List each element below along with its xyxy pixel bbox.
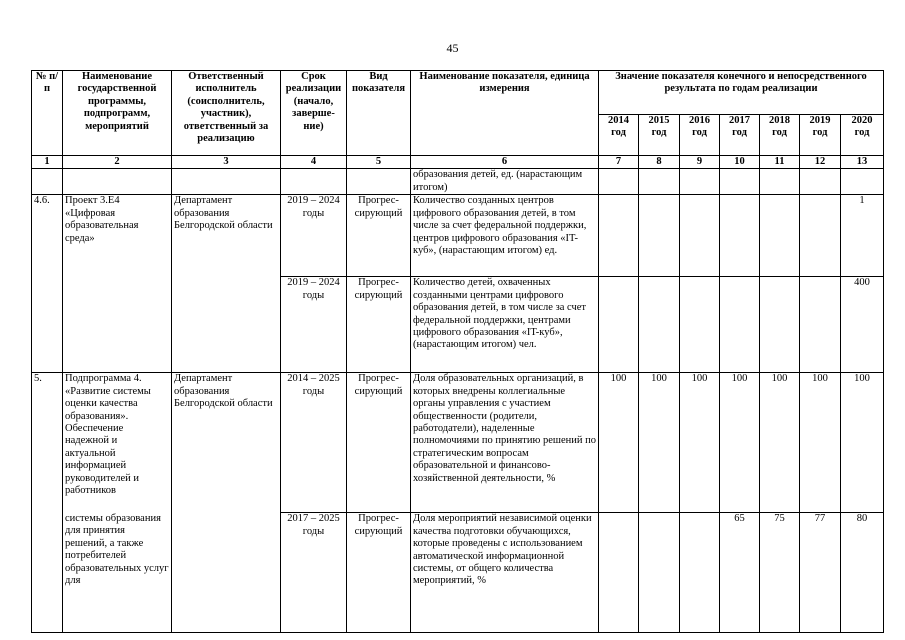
column-number: 11 [760, 156, 800, 169]
value [639, 513, 680, 633]
value: 100 [760, 373, 800, 513]
value: 100 [720, 373, 760, 513]
indicator-name: Доля мероприятий независимой оценки качества подготовки обучающихся, которые проведены с использованием автоматической информационной системы, от общего количества мероприятий, % [411, 513, 599, 633]
program-name-continued: системы образования для принятия решений, а также потребителей образовательных услуг для [63, 513, 172, 633]
row-number: 4.6. [32, 195, 63, 373]
page-number: 45 [446, 41, 459, 55]
table-row [32, 169, 884, 195]
column-number: 10 [720, 156, 760, 169]
column-number: 5 [347, 156, 411, 169]
value: 100 [680, 373, 720, 513]
indicator-name: Доля образовательных организаций, в которых внедрены коллегиальные органы управления с участием общественности (родители, работодатели), наделенные полномочиями по принятию решений по стратегическим вопросам образовательной и финансово-хозяйственной деятельности, % [411, 373, 599, 513]
program-name: Проект 3.Е4 «Цифровая образовательная среда» [63, 195, 172, 373]
term: 2019 – 2024 годы [281, 277, 347, 373]
header-indicator-type: Вид показателя [347, 71, 411, 156]
header-name: Наименование государственной программы, подпрограмм, мероприятий [63, 71, 172, 156]
value: 77 [800, 513, 841, 633]
term: 2019 – 2024 годы [281, 195, 347, 277]
responsible: Департамент образования Белгородской области [172, 195, 281, 373]
row-number: 5. [32, 373, 63, 633]
value: 100 [800, 373, 841, 513]
header-indicator-name: Наименование показателя, единица измерения [411, 71, 599, 156]
header-year: 2018 год [760, 115, 800, 156]
table-row [32, 513, 884, 633]
indicator-type: Прогрес- сирующий [347, 277, 411, 373]
header-year: 2020 год [841, 115, 884, 156]
table-row [32, 195, 884, 277]
value: 100 [639, 373, 680, 513]
responsible: Департамент образования Белгородской области [172, 373, 281, 633]
column-number: 9 [680, 156, 720, 169]
column-number: 3 [172, 156, 281, 169]
term: 2014 – 2025 годы [281, 373, 347, 513]
column-numbers-row [32, 156, 884, 169]
value-2020: 1 [841, 195, 884, 277]
value [599, 513, 639, 633]
value: 100 [599, 373, 639, 513]
value [680, 513, 720, 633]
value: 65 [720, 513, 760, 633]
header-num: № п/п [32, 71, 63, 156]
indicator-name: Количество детей, охваченных созданными центрами цифрового образования детей, в том числе за счет федеральной поддержки, центрами цифрового образования «IT-куб», (нарастающим итогом) чел. [411, 277, 599, 373]
header-values-group: Значение показателя конечного и непосредственного результата по годам реализации [599, 71, 884, 115]
column-number: 6 [411, 156, 599, 169]
indicator-name: Количество созданных центров цифрового образования детей, в том числе за счет федеральной поддержки, центров цифрового образования «IT-куб», (нарастающим итогом) ед. [411, 195, 599, 277]
header-year: 2016 год [680, 115, 720, 156]
column-number: 13 [841, 156, 884, 169]
indicator-name: образования детей, ед. (нарастающим итогом) [411, 169, 599, 195]
value: 100 [841, 373, 884, 513]
table-row [32, 373, 884, 513]
indicator-type: Прогрес- сирующий [347, 513, 411, 633]
indicator-type: Прогрес- сирующий [347, 373, 411, 513]
header-year: 2017 год [720, 115, 760, 156]
column-number: 8 [639, 156, 680, 169]
value: 80 [841, 513, 884, 633]
column-number: 12 [800, 156, 841, 169]
column-number: 1 [32, 156, 63, 169]
program-name: Подпрограмма 4. «Развитие системы оценки качества образования». Обеспечение надежной и актуальной информацией руководителей и работников [63, 373, 172, 513]
column-number: 2 [63, 156, 172, 169]
header-responsible: Ответственный исполнитель (соисполнитель, участник), ответственный за реализацию [172, 71, 281, 156]
term: 2017 – 2025 годы [281, 513, 347, 633]
indicator-type: Прогрес- сирующий [347, 195, 411, 277]
header-year: 2014 год [599, 115, 639, 156]
value-2020: 400 [841, 277, 884, 373]
column-number: 7 [599, 156, 639, 169]
column-number: 4 [281, 156, 347, 169]
header-year: 2015 год [639, 115, 680, 156]
indicators-table [31, 70, 884, 633]
header-term: Срок реализации (начало, заверше- ние) [281, 71, 347, 156]
value: 75 [760, 513, 800, 633]
header-year: 2019 год [800, 115, 841, 156]
